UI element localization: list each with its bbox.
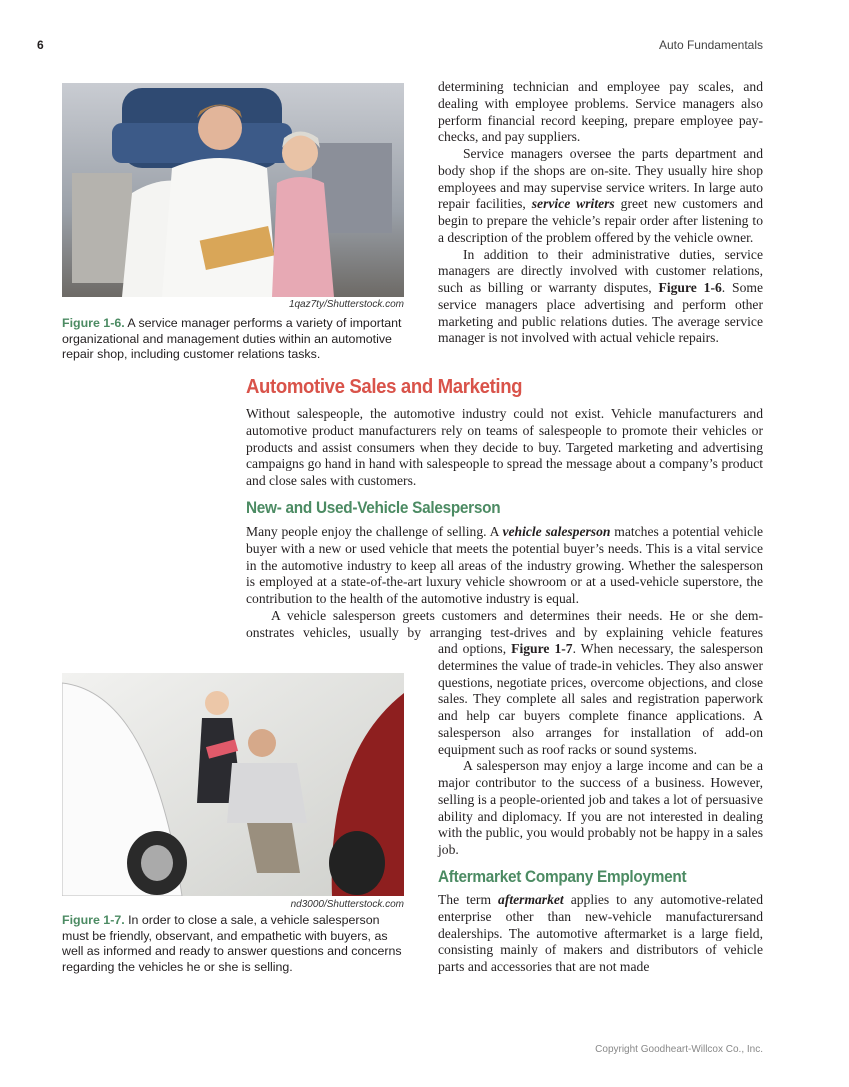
- paragraph: [438, 641, 763, 758]
- figure-1-7-label: Figure 1-7.: [62, 913, 125, 927]
- figure-1-7-credit: nd3000/Shutterstock.com: [290, 899, 404, 910]
- figure-1-7-caption-text: In order to close a sale, a vehicle salesperson must be friendly, observant, and empathetic with buyers, as well as informed and ready to answer questions and concerns regarding the vehicles he or she is selling.: [62, 913, 402, 974]
- text: and options,: [438, 641, 512, 656]
- paragraph: A vehicle salesperson greets customers and determines their needs. He or she demonstrates vehicles, usually by arranging test-drives and by explaining vehicle features: [246, 607, 763, 640]
- subsection-heading: New- and Used-Vehicle Salesperson: [246, 499, 501, 517]
- paragraph: A salesperson may enjoy a large income and can be a major contributor to the success of a business. However, selling is a people-oriented job and takes a lot of persuasive ability and diplomacy. If you are not interested in dealing with the public, you would probably not be happy in a sales job.: [438, 758, 763, 857]
- paragraph: [438, 247, 763, 348]
- text: In addition to their administrative duties, service managers are directly involved with customer relations, such as billing or warranty disputes,: [438, 246, 763, 295]
- copyright-footer: Copyright Goodheart-Willcox Co., Inc.: [595, 1044, 763, 1055]
- figure-1-7-caption: [62, 913, 407, 975]
- paragraph: [246, 524, 763, 608]
- paragraph: Without salespeople, the automotive industry could not exist. Vehicle manufacturers and automotive product manufacturers rely on teams of salespeople to promote their vehicles or products and assist consumers when they decide to buy. Targeted marketing and advertising campaigns go hand in hand with salespeople to spread the message about a company’s product and close sales with customers.: [246, 406, 763, 488]
- subsection-heading: Aftermarket Company Employment: [438, 868, 687, 886]
- figure-1-6-label: Figure 1-6.: [62, 316, 125, 330]
- text: matches a potential vehicle buyer with a new or used vehicle that meets the potential buyer’s needs. This is a vital service in the automotive industry to keep all areas of the industry growing. Whether the salesperson is employed at a state-of-the-art luxury vehicle showroom or at a used-vehicle superstore, the contribution to the health of the automotive industry is equal.: [246, 524, 763, 606]
- key-term: aftermarket: [498, 892, 564, 907]
- text: Service managers oversee the parts department and body shop if the shops are on-site. They usually hire shop employees and may supervise service writers. In large auto repair facilities,: [438, 146, 763, 212]
- page-number: 6: [37, 38, 44, 52]
- figure-reference: Figure 1-6: [658, 280, 722, 295]
- paragraph: [438, 146, 763, 247]
- text: . When necessary, the salesperson determines the value of trade-in vehicles. They also answer questions, negotiate prices, overcome objections, and close sales. They complete all sales and registration paperwork and help car buyers complete finance applications. A salesperson also arranges for installation of add-on equipment such as roof racks or sound systems.: [438, 641, 764, 757]
- key-term: vehicle salesperson: [502, 524, 611, 539]
- key-term: service writers: [531, 196, 615, 212]
- text: greet new customers and begin to prepare the vehicle’s repair order after listening to a description of the problem offered by the vehicle owner.: [438, 196, 763, 245]
- service-manager-photo: [62, 83, 404, 297]
- paragraph: [438, 892, 763, 976]
- figure-1-6-credit: 1qaz7ty/Shutterstock.com: [288, 299, 404, 310]
- paragraph: determining technician and employee pay scales, and dealing with employee problems. Service managers also perform financial record keeping, prepare employee paychecks, and pay suppliers.: [438, 79, 763, 145]
- text: . Some service managers place advertising and perform other marketing and public relations duties. The average service manager is not involved with actual vehicle repairs.: [438, 280, 764, 346]
- text: The term: [438, 892, 499, 907]
- salesperson-text: [246, 524, 763, 641]
- vehicle-salesperson-photo: [62, 673, 404, 896]
- figure-reference: Figure 1-7: [511, 641, 573, 656]
- text: Many people enjoy the challenge of selling. A: [246, 524, 503, 539]
- section-heading: Automotive Sales and Marketing: [246, 376, 523, 398]
- salesperson-text-continued: [438, 641, 763, 859]
- aftermarket-text: [438, 892, 763, 976]
- running-header-title: Auto Fundamentals: [658, 38, 763, 52]
- figure-1-6-caption-text: A service manager performs a variety of important organizational and management duties within an automotive repair shop, including customer relations tasks.: [62, 316, 402, 361]
- text: applies to any automotive-related enterprise other than new-vehicle manufacturersand dealerships. The automotive aftermarket is a large field, consisting mainly of makers and distributors of vehicle parts and accessories that are not made: [438, 892, 764, 974]
- service-manager-text: [438, 79, 763, 347]
- figure-1-6-caption: [62, 316, 407, 363]
- sales-marketing-text: [246, 406, 763, 490]
